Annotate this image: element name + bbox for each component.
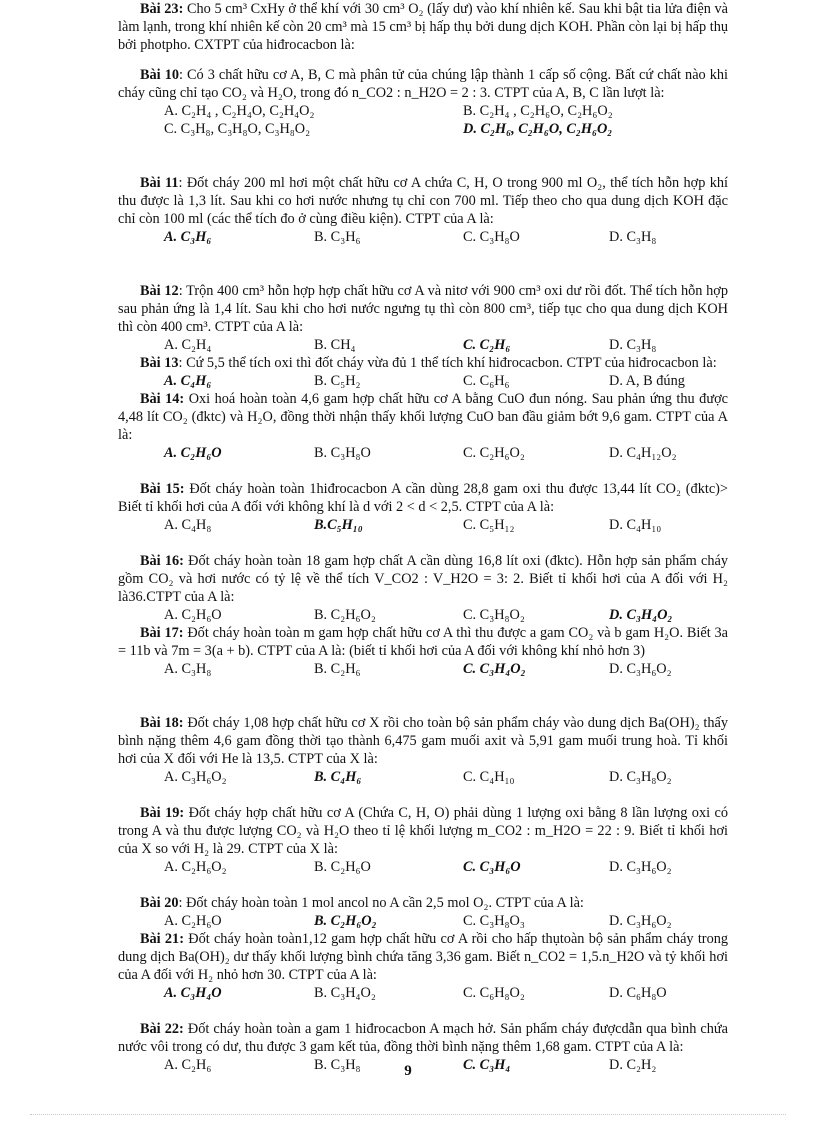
answer-option: D. C₂H₂ [609,1057,657,1074]
problem-text: Đốt cháy hoàn toàn 1 mol ancol no A cần 2,5 mol O₂. CTPT của A là: [186,895,584,911]
answer-option-correct: B.C₅H₁₀ [314,517,363,534]
answer-option: B. CH₄ [314,337,356,354]
answer-option-correct: A. C₂H₆O [164,445,222,462]
problem-text: Đốt cháy 1,08 hợp chất hữu cơ X rồi cho toàn bộ sản phẩm cháy vào dung dịch Ba(OH)₂ thấy bình nặng thêm 4,6 gam đồng thời tạo thành 6,475 gam muối axit và 5,91 gam muối trung hoà. Tỉ khối hơi của X đối với He là 13,5. CTPT của X là: [118,715,728,768]
answer-option: B. C₂H₆O₂ [314,607,376,624]
problem-label: Bài 20 [140,895,179,911]
answer-option: D. C₃H₈O₂ [609,769,672,786]
problem-label: Bài 19: [140,805,185,821]
problem-block [118,804,728,876]
problem-label: Bài 22: [140,1021,184,1037]
problem-text: Đốt cháy hoàn toàn m gam hợp chất hữu cơ A thì thu được a gam CO₂ và b gam H₂O. Biết 3a = 11b và 7m = 3(a + b). CTPT của A là: (biết tỉ khối hơi của A đối với không khí nhỏ hơn 3) [118,625,728,660]
answer-option-correct: A. C₃H₄O [164,985,222,1002]
answer-option-correct: B. C₄H₆ [314,769,362,786]
problem-label: Bài 18: [140,715,184,731]
answer-option: C. C₆H₈O₂ [463,985,525,1002]
answer-option-correct: C. C₂H₆ [463,337,511,354]
answer-option: D. C₃H₈ [609,229,657,246]
answer-option-correct: C. C₃H₆O [463,859,521,876]
problem-text: Có 3 chất hữu cơ A, B, C mà phân tử của chúng lập thành 1 cấp số cộng. Bất cứ chất nào khi cháy cũng chỉ tạo CO₂ và H₂O, trong đó n_CO2 : n_H2O = 2 : 3. CTPT của A, B, C lần lượt là: [118,67,728,102]
problem-statement [118,804,728,858]
problem-label: Bài 21: [140,931,184,947]
problem-statement [118,354,728,372]
problem-label: Bài 13 [140,355,179,371]
answer-options-row [118,102,728,120]
problem-block [118,282,728,354]
answer-option: A. C₃H₆O₂ [164,769,227,786]
problem-text: Đốt cháy hoàn toàn1,12 gam hợp chất hữu cơ A rồi cho hấp thụtoàn bộ sản phẩm cháy trong dung dịch Ba(OH)₂ dư thấy khối lượng bình chứa tăng 3,36 gam. Biết n_CO2 = 1,5.n_H2O và tỷ khối hơi của A đối với H₂ nhỏ hơn 30. CTPT của A là: [118,931,729,984]
label-separator: : [178,895,187,911]
problem-statement [118,624,728,660]
problem-block [118,552,728,624]
answer-options-row [118,768,728,786]
answer-option: C. C₃H₈O₃ [463,913,525,930]
problem-text: Oxi hoá hoàn toàn 4,6 gam hợp chất hữu cơ A bằng CuO đun nóng. Sau phản ứng thu được 4,48 lít CO₂ (đktc) và H₂O, đồng thời nhận thấy khối lượng CuO ban đầu giảm bớt 9,6 gam. CTPT của A là: [118,391,728,444]
answer-option: A. C₃H₈ [164,661,212,678]
problem-block [118,0,728,54]
answer-options-row [118,372,728,390]
problem-label: Bài 17: [140,625,184,641]
answer-option: C. C₅H₁₂ [463,517,515,534]
problem-block [118,174,728,246]
answer-options-row [118,606,728,624]
problem-statement [118,0,728,54]
problem-text: Đốt cháy hoàn toàn 1hiđrocacbon A cần dùng 28,8 gam oxi thu được 13,44 lít CO₂ (đktc)> Biết tỉ khối hơi của A đối với không khí là d với 2 < d < 2,5. CTPT của A là: [118,481,728,516]
problem-statement [118,390,728,444]
problem-block [118,930,728,1002]
problem-label: Bài 11 [140,175,179,191]
problem-statement [118,66,728,102]
answer-option: B. C₂H₄ , C₂H₆O, C₂H₆O₂ [463,103,613,120]
problem-text: Đốt cháy 200 ml hơi một chất hữu cơ A chứa C, H, O trong 900 ml O₂, thể tích hỗn hợp khí thu được là 1,3 lít. Sau khi co hơi nước nhưng tụ chỉ con 700 ml. Tiếp theo cho qua dung dịch KOH đặc chỉ còn 100 ml (các thể tích đo ở cùng điều kiện). CTPT của A là: [118,175,728,228]
answer-option: A. C₂H₆ [164,1057,212,1074]
answer-option-correct: C. C₃H₄ [463,1057,511,1074]
answer-option: C. C₄H₁₀ [463,769,515,786]
problem-statement [118,282,728,336]
problem-block [118,354,728,390]
answer-options-row [118,912,728,930]
answer-option: A. C₂H₄ , C₂H₄O, C₂H₄O₂ [164,103,315,120]
problem-text: Trộn 400 cm³ hỗn hợp hợp chất hữu cơ A và nitơ với 900 cm³ oxi dư rồi đốt. Thể tích hỗn hợp sau phản ứng là 1,4 lít. Sau khi cho hơi nước ngưng tụ thì còn 800 cm³, tiếp tục cho qua dung dịch KOH thì còn 400 cm³. CTPT của A là: [118,283,728,336]
answer-option: D. C₃H₈ [609,337,657,354]
label-separator: : [178,175,187,191]
answer-option: D. C₃H₆O₂ [609,913,672,930]
answer-option: D. C₄H₁₂O₂ [609,445,677,462]
answer-options-row [118,228,728,246]
problem-block [118,66,728,138]
problem-statement [118,894,728,912]
answer-option: D. A, B đúng [609,373,685,390]
problem-statement [118,174,728,228]
problem-block [118,390,728,462]
answer-option-correct: C. C₃H₄O₂ [463,661,526,678]
answer-option: A. C₂H₆O [164,913,222,930]
problem-text: Đốt cháy hoàn toàn 18 gam hợp chất A cần dùng 16,8 lít oxi (đktc). Hỗn hợp sản phẩm cháy gồm CO₂ và hơi nước có tỷ lệ về thể tích V_CO2 : V_H2O = 3: 2. Biết tỉ khối hơi của A đối với H₂ là36.CTPT của A là: [118,553,728,606]
problem-text: Đốt cháy hợp chất hữu cơ A (Chứa C, H, O) phải dùng 1 lượng oxi bằng 8 lần lượng oxi có trong A và thu được lượng CO₂ và H₂O theo tỉ lệ khối lượng m_CO2 : m_H2O = 22 : 9. Biết tỉ khối hơi của X so với H₂ là 29. CTPT của X là: [118,805,728,858]
answer-option: B. C₃H₄O₂ [314,985,376,1002]
footer-divider [30,1114,786,1115]
answer-option: A. C₄H₈ [164,517,212,534]
answer-option-correct: D. C₃H₄O₂ [609,607,673,624]
answer-option: A. C₂H₄ [164,337,212,354]
problem-text: Cho 5 cm³ CxHy ở thể khí với 30 cm³ O₂ (lấy dư) vào khí nhiên kế. Sau khi bật tia lửa điện và làm lạnh, trong khí nhiên kế còn 20 cm³ mà 15 cm³ bị hấp thụ bởi dung dịch KOH. Phần còn lại bị hấp thụ bởi photpho. CXTPT của hiđrocacbon là: [118,1,729,54]
answer-options-row [118,120,728,138]
answer-option-correct: B. C₂H₆O₂ [314,913,377,930]
label-separator: : [179,67,188,83]
answer-options-row [118,660,728,678]
problem-statement [118,552,728,606]
answer-option: D. C₄H₁₀ [609,517,662,534]
answer-option: B. C₃H₆ [314,229,361,246]
answer-option: D. C₃H₆O₂ [609,661,672,678]
answer-option: C. C₃H₈O [463,229,520,246]
problem-label: Bài 14: [140,391,185,407]
answer-option: C. C₂H₆O₂ [463,445,525,462]
answer-options-row [118,516,728,534]
problem-label: Bài 16: [140,553,184,569]
answer-option: B. C₃H₈ [314,1057,361,1074]
problem-block [118,624,728,678]
problem-label: Bài 12 [140,283,179,299]
problem-text: Đốt cháy hoàn toàn a gam 1 hiđrocacbon A mạch hở. Sản phẩm cháy đượcdẫn qua bình chứa nước vôi trong có dư, thu được 3 gam kết tủa, đồng thời bình nặng thêm 1,68 gam. CTPT của A là: [118,1021,728,1056]
answer-options-row [118,444,728,462]
answer-option: C. C₆H₆ [463,373,510,390]
answer-options-row [118,858,728,876]
label-separator: : [178,283,187,299]
answer-option: D. C₃H₆O₂ [609,859,672,876]
page-number: 9 [404,1063,412,1079]
answer-option: C. C₃H₈O₂ [463,607,525,624]
problem-statement [118,1020,728,1056]
answer-option: B. C₂H₆ [314,661,361,678]
problem-statement [118,480,728,516]
answer-option-correct: A. C₃H₆ [164,229,212,246]
answer-option: A. C₂H₆O [164,607,222,624]
answer-option: B. C₂H₆O [314,859,371,876]
answer-option: B. C₅H₂ [314,373,361,390]
answer-option-correct: A. C₄H₆ [164,373,212,390]
problem-block [118,894,728,930]
problem-block [118,480,728,534]
label-separator: : [178,355,187,371]
problem-statement [118,930,728,984]
problem-statement [118,714,728,768]
problem-label: Bài 23: [140,1,184,17]
answer-option: C. C₃H₈, C₃H₈O, C₃H₈O₂ [164,121,311,138]
problem-label: Bài 15: [140,481,185,497]
problem-label: Bài 10 [140,67,179,83]
answer-option-correct: D. C₂H₆, C₂H₆O, C₂H₆O₂ [463,121,613,138]
answer-options-row [118,984,728,1002]
problem-text: Cứ 5,5 thể tích oxi thì đốt cháy vừa đủ 1 thể tích khí hiđrocacbon. CTPT của hiđrocacbon là: [186,355,717,371]
answer-option: A. C₂H₆O₂ [164,859,227,876]
answer-option: B. C₃H₈O [314,445,371,462]
problem-block [118,714,728,786]
answer-options-row [118,336,728,354]
answer-option: D. C₆H₈O [609,985,667,1002]
